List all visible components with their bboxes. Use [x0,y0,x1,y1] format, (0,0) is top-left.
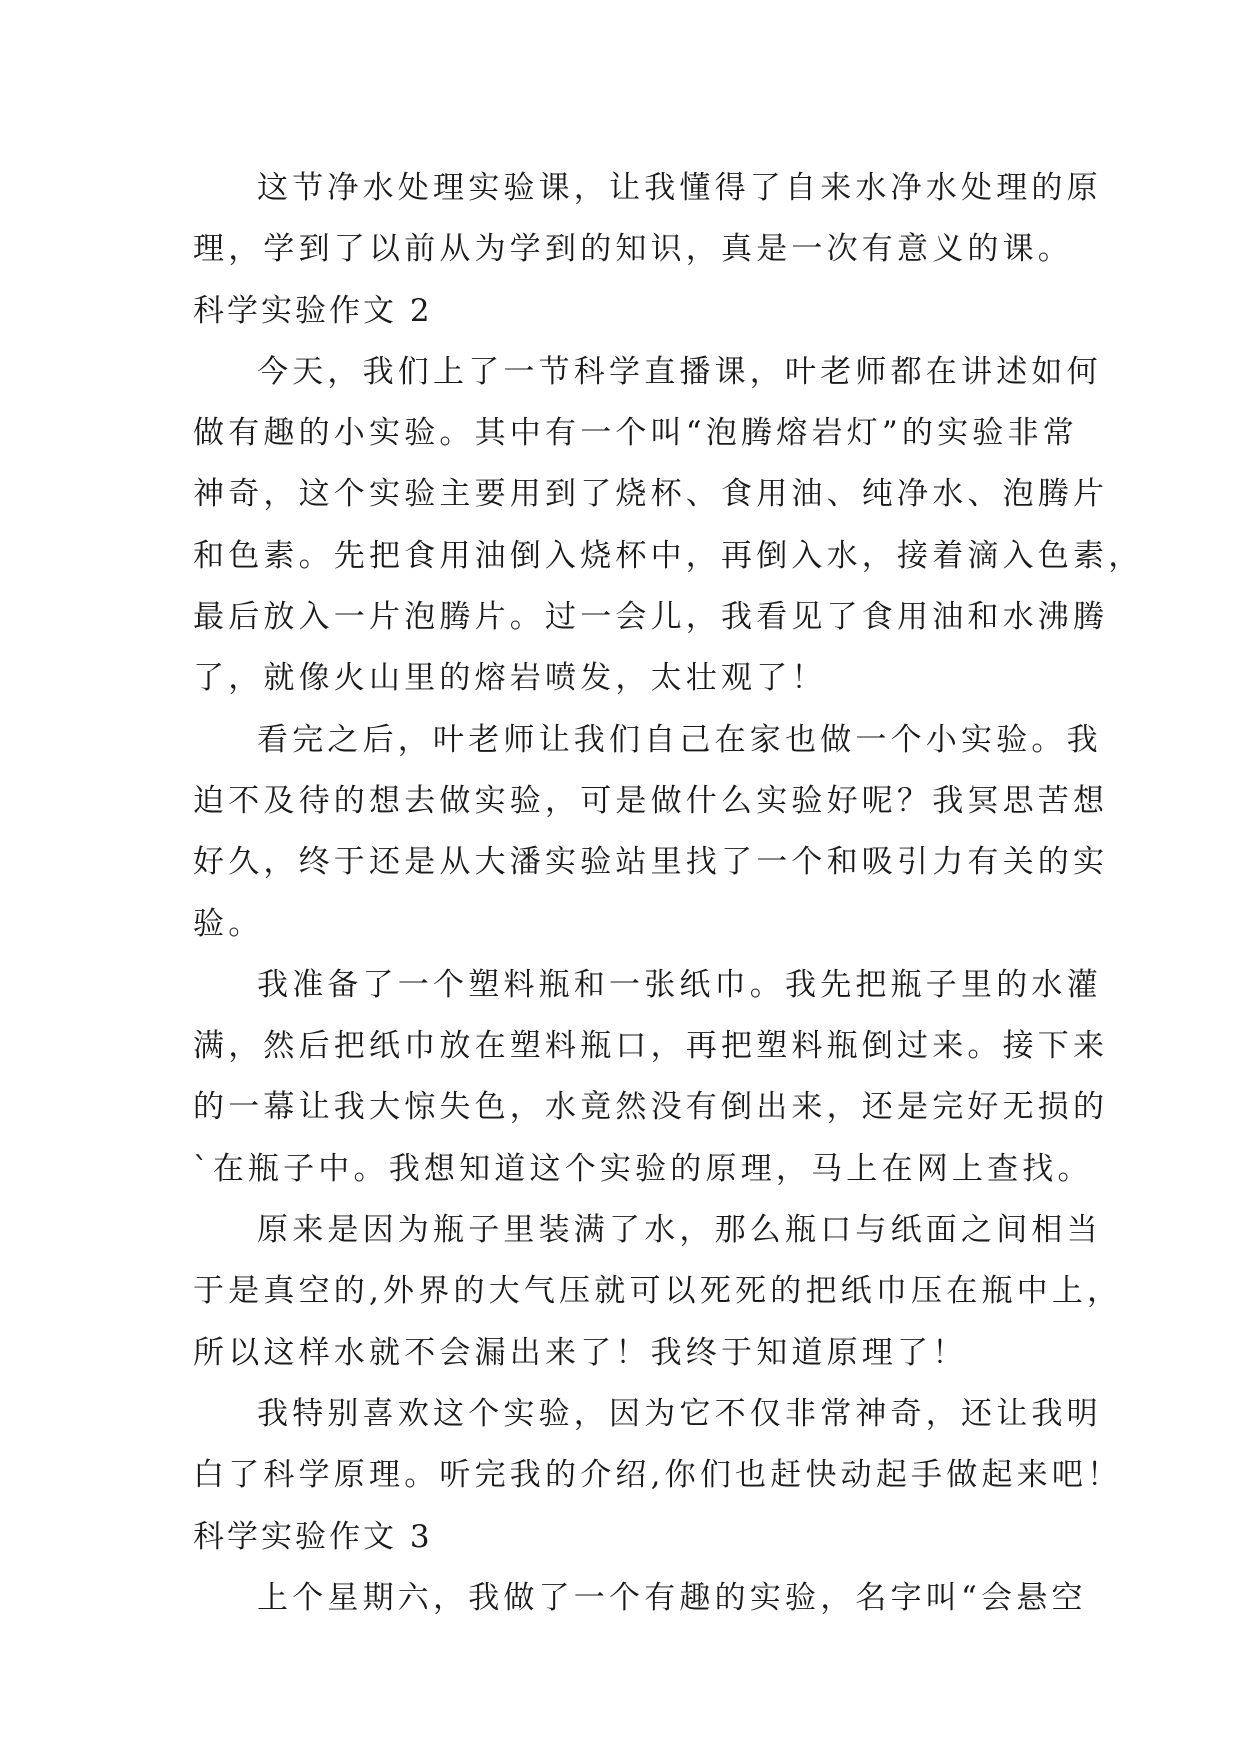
text-line: 和色素。先把食用油倒入烧杯中，再倒入水，接着滴入色素， [193,537,1144,574]
text-line: 今天，我们上了一节科学直播课，叶老师都在讲述如何 [257,353,1102,390]
text-line: 理，学到了以前从为学到的知识，真是一次有意义的课。 [193,231,1073,268]
text-line: 原来是因为瓶子里装满了水，那么瓶口与纸面之间相当 [257,1212,1102,1249]
text-line: 这节净水处理实验课，让我懂得了自来水净水处理的原 [257,170,1102,206]
text-line: 做有趣的小实验。其中有一个叫“泡腾熔岩灯”的实验非常 [193,415,1078,452]
paragraph [193,342,1144,710]
text-line: 好久，终于还是从大潘实验站里找了一个和吸引力有关的实 [193,844,1109,881]
paragraph [193,955,1109,1200]
text-line: 迫不及待的想去做实验，可是做什么实验好呢？我冥思苦想 [193,782,1109,819]
text-line: 于是真空的,外界的大气压就可以死死的把纸巾压在瓶中上， [193,1273,1123,1310]
text-line: 我准备了一个塑料瓶和一张纸巾。我先把瓶子里的水灌 [257,966,1102,1003]
text-line: 最后放入一片泡腾片。过一会儿，我看见了食用油和水沸腾 [193,599,1109,636]
text-line: 满，然后把纸巾放在塑料瓶口，再把塑料瓶倒过来。接下来 [193,1028,1109,1065]
section-heading [193,1507,1053,1568]
text-line: 的一幕让我大惊失色，水竟然没有倒出来，还是完好无损的 [193,1089,1109,1126]
heading-text: 科学实验作文 2 [193,292,433,329]
heading-text: 科学实验作文 3 [193,1518,433,1555]
document-body [193,158,1144,1629]
paragraph [193,1384,1123,1507]
text-line: 我特别喜欢这个实验，因为它不仅非常神奇，还让我明 [257,1395,1102,1432]
text-line: 白了科学原理。听完我的介绍,你们也赶快动起手做起来吧！ [193,1457,1123,1494]
paragraph [193,1568,1087,1629]
section-heading [193,281,1053,342]
paragraph [193,710,1109,955]
paragraph [193,1200,1123,1384]
text-line: 所以这样水就不会漏出来了！我终于知道原理了！ [193,1334,968,1371]
text-line: 看完之后，叶老师让我们自己在家也做一个小实验。我 [257,721,1102,758]
text-line: 了，就像火山里的熔岩喷发，太壮观了！ [193,660,827,697]
text-line: 上个星期六，我做了一个有趣的实验，名字叫“会悬空 [257,1579,1087,1616]
text-line: `在瓶子中。我想知道这个实验的原理，马上在网上查找。 [193,1150,1093,1187]
paragraph [193,158,1102,281]
text-line: 验。 [193,905,264,942]
text-line: 神奇，这个实验主要用到了烧杯、食用油、纯净水、泡腾片 [193,476,1109,513]
